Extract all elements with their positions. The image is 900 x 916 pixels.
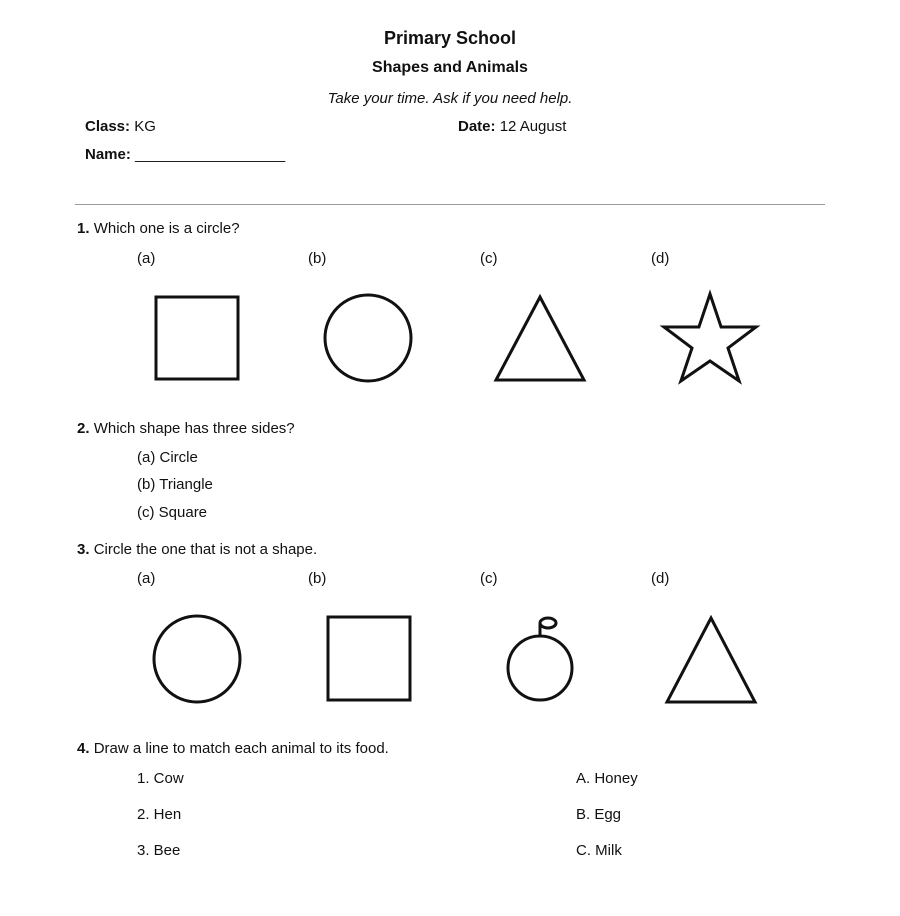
option-letter: (c) xyxy=(480,250,498,267)
circle-icon xyxy=(150,610,250,710)
food-item: C. Milk xyxy=(576,842,622,859)
date-field xyxy=(458,118,566,135)
worksheet-subject: Shapes and Animals xyxy=(372,59,528,76)
question-number: 4. xyxy=(77,740,90,757)
circle-icon xyxy=(320,290,420,390)
school-title: Primary School xyxy=(383,28,517,48)
name-label: Name: xyxy=(85,146,131,163)
answer-option: (b) Triangle xyxy=(137,476,213,493)
question-text: Which one is a circle? xyxy=(93,220,240,237)
star-icon xyxy=(660,288,765,388)
question-2 xyxy=(77,420,295,437)
class-label: Class: xyxy=(85,118,131,135)
clipped-row xyxy=(0,840,900,860)
square-icon xyxy=(322,610,417,705)
instruction-note: Take your time. Ask if you need help. xyxy=(327,90,573,107)
option-letter: (b) xyxy=(308,250,327,267)
option-letter: (c) xyxy=(480,570,498,587)
question-text: Draw a line to match each animal to its food. xyxy=(93,740,389,757)
triangle-icon xyxy=(662,610,762,710)
option-letter: (d) xyxy=(651,250,670,267)
class-field xyxy=(85,118,156,135)
square-icon xyxy=(150,290,245,385)
option-letter: (d) xyxy=(651,570,670,587)
class-value: KG xyxy=(134,118,156,135)
question-number: 3. xyxy=(77,541,90,558)
date-label: Date: xyxy=(458,118,496,135)
date-value: 12 August xyxy=(499,118,567,135)
animal-item: 3. Bee xyxy=(137,842,181,859)
question-1 xyxy=(77,220,240,237)
option-letter: (b) xyxy=(308,570,327,587)
question-number: 1. xyxy=(77,220,90,237)
question-3 xyxy=(77,541,317,558)
food-item: A. Honey xyxy=(576,770,638,787)
apple-icon xyxy=(500,610,585,710)
question-text: Circle the one that is not a shape. xyxy=(93,541,318,558)
option-letter: (a) xyxy=(137,250,156,267)
triangle-icon xyxy=(492,290,592,390)
header-divider xyxy=(75,204,825,205)
animal-item: 1. Cow xyxy=(137,770,184,787)
name-blank: __________________ xyxy=(135,146,286,163)
question-text: Which shape has three sides? xyxy=(93,420,295,437)
name-field xyxy=(85,146,285,163)
answer-option: (a) Circle xyxy=(137,449,198,466)
food-item: B. Egg xyxy=(576,806,622,823)
question-number: 2. xyxy=(77,420,90,437)
animal-item: 2. Hen xyxy=(137,806,182,823)
option-letter: (a) xyxy=(137,570,156,587)
question-4 xyxy=(77,740,389,757)
answer-option: (c) Square xyxy=(137,504,208,521)
